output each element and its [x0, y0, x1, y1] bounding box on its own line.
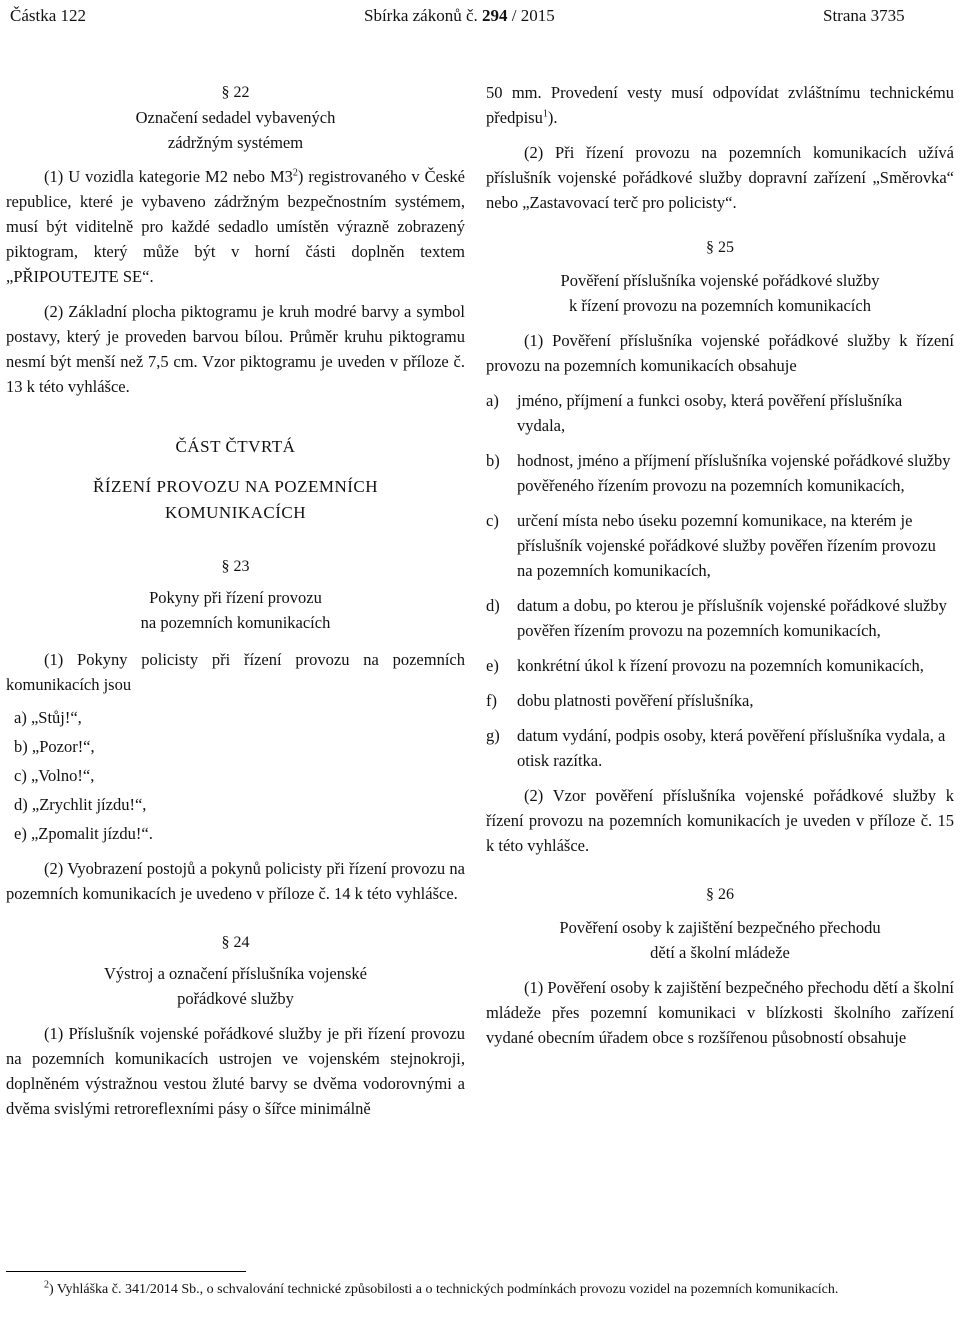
section-sign: § 26 — [706, 886, 734, 903]
list-item — [486, 593, 954, 643]
list-item — [486, 508, 954, 583]
section-title: Pověření příslušníka vojenské pořádkové služby — [560, 271, 880, 290]
part-title: ČÁST ČTVRTÁ — [175, 437, 296, 456]
left-column — [6, 80, 465, 1121]
list-item-label: d) — [486, 596, 500, 615]
section-title: Pověření osoby k zajištění bezpečného přechodu — [559, 918, 881, 937]
section-sign: § 23 — [221, 558, 250, 575]
right-column — [486, 80, 954, 1050]
paragraph: (2) Vyobrazení postojů a pokynů policisty při řízení provozu na pozemních komunikacích je uvedeno v příloze č. 14 k této vyhlášce. — [6, 859, 465, 903]
list-item-text: jméno, příjmení a funkci osoby, která pověření příslušníka vydala, — [517, 391, 903, 435]
section-title: k řízení provozu na pozemních komunikacích — [569, 296, 871, 315]
section-title: Výstroj a označení příslušníka vojenské — [103, 964, 368, 983]
paragraph-text: (1) U vozidla kategorie M2 nebo M3 — [44, 167, 293, 186]
paragraph — [486, 80, 954, 130]
footnote-divider — [6, 1271, 246, 1272]
list-item-label: g) — [486, 726, 500, 745]
paragraph: (2) Při řízení provozu na pozemních komunikacích užívá příslušník vojenské pořádkové služby dopravní zařízení „Směrovka“ nebo „Zastavovací terč pro policisty“. — [486, 143, 954, 212]
list-item-label: f) — [486, 691, 497, 710]
section-title: zádržným systémem — [167, 133, 304, 152]
list-item-text: konkrétní úkol k řízení provozu na pozemních komunikacích, — [517, 656, 924, 675]
footnote-ref: 1 — [542, 108, 548, 120]
section-title: pořádkové služby — [177, 989, 294, 1008]
list-item — [486, 688, 954, 713]
section-title: dětí a školní mládeže — [650, 943, 790, 962]
header-collection-prefix: Sbírka zákonů č. — [364, 6, 478, 25]
list-item: a) „Stůj!“, — [14, 708, 82, 727]
list-item — [486, 448, 954, 498]
paragraph: (2) Vzor pověření příslušníka vojenské pořádkové služby k řízení provozu na pozemních komunikacích je uveden v příloze č. 15 k této vyhlášce. — [486, 786, 954, 855]
list-item: b) „Pozor!“, — [14, 737, 95, 756]
paragraph: (1) Pověření osoby k zajištění bezpečného přechodu dětí a školní mládeže přes pozemní komunikaci v blízkosti školního zařízení vydané obecním úřadem obce s rozšířenou působností obsahuje — [486, 978, 954, 1047]
list-item-text: dobu platnosti pověření příslušníka, — [517, 691, 754, 710]
paragraph-text: 50 mm. Provedení vesty musí odpovídat zvláštnímu technickému předpisu — [486, 83, 954, 127]
paragraph — [6, 164, 465, 289]
section-sign: § 24 — [221, 934, 250, 951]
list-item-label: a) — [486, 391, 499, 410]
list-item-text: datum a dobu, po kterou je příslušník vojenské pořádkové služby pověřen řízením provozu na pozemních komunikacích, — [517, 596, 947, 640]
list-item — [486, 388, 954, 438]
header-number: 294 — [482, 6, 508, 25]
list-item-text: určení místa nebo úseku pozemní komunikace, na kterém je příslušník vojenské pořádkové služby pověřen řízením provozu na pozemních komunikacích, — [517, 511, 936, 580]
footnote-text: ) Vyhláška č. 341/2014 Sb., o schvalování technické způsobilosti a o technických podmínkách provozu vozidel na pozemních komunikacích. — [49, 1282, 839, 1297]
header-page: Strana 3735 — [823, 6, 905, 25]
list-item-label: c) — [486, 511, 499, 530]
paragraph: (1) Pokyny policisty při řízení provozu na pozemních komunikacích jsou — [6, 650, 465, 694]
part-subtitle: KOMUNIKACÍCH — [164, 503, 307, 522]
section-title: Pokyny při řízení provozu — [149, 588, 322, 607]
list-item: e) „Zpomalit jízdu!“. — [14, 824, 153, 843]
paragraph: (1) Pověření příslušníka vojenské pořádkové služby k řízení provozu na pozemních komunikacích obsahuje — [486, 331, 954, 375]
list-item — [486, 653, 954, 678]
part-subtitle: ŘÍZENÍ PROVOZU NA POZEMNÍCH — [92, 477, 379, 496]
list-item-text: hodnost, jméno a příjmení příslušníka vojenské pořádkové služby pověřeného řízením provozu na pozemních komunikacích, — [517, 451, 951, 495]
paragraph-text: ) registrovaného v České republice, které je vybaveno zádržným bezpečnostním systémem, musí být viditelně pro každé sedadlo umístěn výrazně zobrazený piktogram, který může být v horní části doplněn textem „PŘIPOUTEJTE SE“. — [6, 167, 465, 286]
list-item: c) „Volno!“, — [14, 766, 95, 785]
footnote-ref: 2 — [292, 167, 298, 179]
paragraph: (2) Základní plocha piktogramu je kruh modré barvy a symbol postavy, který je proveden barvou bílou. Průměr kruhu piktogramu nesmí být menší než 7,5 cm. Vzor piktogramu je uveden v příloze č. 13 k této vyhlášce. — [6, 302, 465, 396]
paragraph: (1) Příslušník vojenské pořádkové služby je při řízení provozu na pozemních komunikacích ustrojen ve vojenském stejnokroji, doplněném výstražnou vestou žluté barvy se dvěma vodorovnými a dvěma svislými retroreflexními pásy o šířce minimálně — [6, 1024, 465, 1118]
footnote — [6, 1281, 956, 1299]
list-item-text: datum vydání, podpis osoby, která pověření příslušníka vydala, a otisk razítka. — [517, 726, 946, 770]
list-item: d) „Zrychlit jízdu!“, — [14, 795, 147, 814]
header-collection-suffix: / 2015 — [511, 6, 555, 25]
list-item-label: b) — [486, 451, 500, 470]
section-title: na pozemních komunikacích — [140, 613, 331, 632]
section-title: Označení sedadel vybavených — [135, 108, 336, 127]
paragraph-text: ). — [547, 108, 558, 127]
footnote-mark: 2 — [44, 1279, 49, 1291]
page-header — [0, 6, 960, 28]
section-sign: § 22 — [221, 84, 250, 101]
header-part: Částka 122 — [10, 6, 87, 25]
list-item-label: e) — [486, 656, 499, 675]
list-item — [486, 723, 954, 773]
section-sign: § 25 — [706, 239, 734, 256]
header-collection — [364, 6, 555, 26]
